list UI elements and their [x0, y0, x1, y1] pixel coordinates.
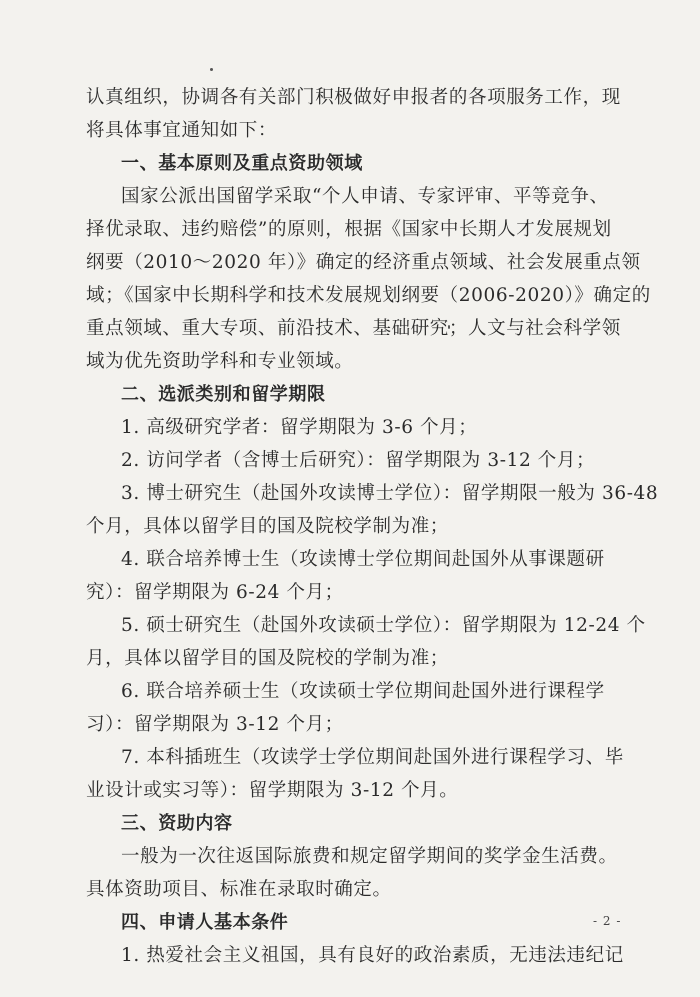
list-item: 6. 联合培养硕士生（攻读硕士学位期间赴国外进行课程学 [121, 681, 605, 702]
body-line: 国家公派出国留学采取“个人申请、专家评审、平等竞争、 [121, 186, 609, 207]
body-line: 究）：留学期限为 6-24 个月； [86, 582, 344, 603]
section-heading: 三、资助内容 [121, 813, 233, 834]
body-line: 认真组织，协调各有关部门积极做好申报者的各项服务工作，现 [86, 87, 621, 108]
body-line: 将具体事宜通知如下： [86, 120, 278, 141]
body-line: 习）：留学期限为 3-12 个月； [86, 714, 344, 735]
body-line: 月，具体以留学目的国及院校的学制为准； [86, 648, 449, 669]
list-item: 5. 硕士研究生（赴国外攻读硕士学位）：留学期限为 12-24 个 [121, 615, 646, 636]
body-line: 纲要（2010～2020 年）》确定的经济重点领域、社会发展重点领 [86, 252, 641, 273]
body-line: 具体资助项目、标准在录取时确定。 [86, 879, 392, 900]
body-line: 个月，具体以留学目的国及院校学制为准； [86, 516, 449, 537]
list-item: 7. 本科插班生（攻读学士学位期间赴国外进行课程学习、毕 [121, 747, 624, 768]
section-heading: 二、选派类别和留学期限 [121, 384, 326, 405]
body-line: 域；《国家中长期科学和技术发展规划纲要（2006-2020）》确定的 [86, 285, 651, 306]
list-item: 3. 博士研究生（赴国外攻读博士学位）：留学期限一般为 36-48 [121, 483, 659, 504]
list-item: 4. 联合培养博士生（攻读博士学位期间赴国外从事课题研 [121, 549, 605, 570]
body-line: 业设计或实习等）：留学期限为 3-12 个月。 [86, 780, 459, 801]
body-line: 域为优先资助学科和专业领域。 [86, 351, 354, 372]
list-item: 1. 热爱社会主义祖国，具有良好的政治素质，无违法违纪记 [121, 945, 624, 966]
body-line: 择优录取、违约赔偿”的原则，根据《国家中长期人才发展规划 [86, 219, 612, 240]
scan-speck [210, 68, 213, 71]
section-heading: 一、基本原则及重点资助领域 [121, 153, 363, 174]
section-heading: 四、申请人基本条件 [121, 912, 289, 933]
list-item: 1. 高级研究学者：留学期限为 3-6 个月； [121, 417, 478, 438]
body-line: 重点领域、重大专项、前沿技术、基础研究；人文与社会科学领 [86, 318, 621, 339]
page-number: - 2 - [593, 914, 622, 928]
body-line: 一般为一次往返国际旅费和规定留学期间的奖学金生活费。 [121, 846, 618, 867]
list-item: 2. 访问学者（含博士后研究）：留学期限为 3-12 个月； [121, 450, 596, 471]
